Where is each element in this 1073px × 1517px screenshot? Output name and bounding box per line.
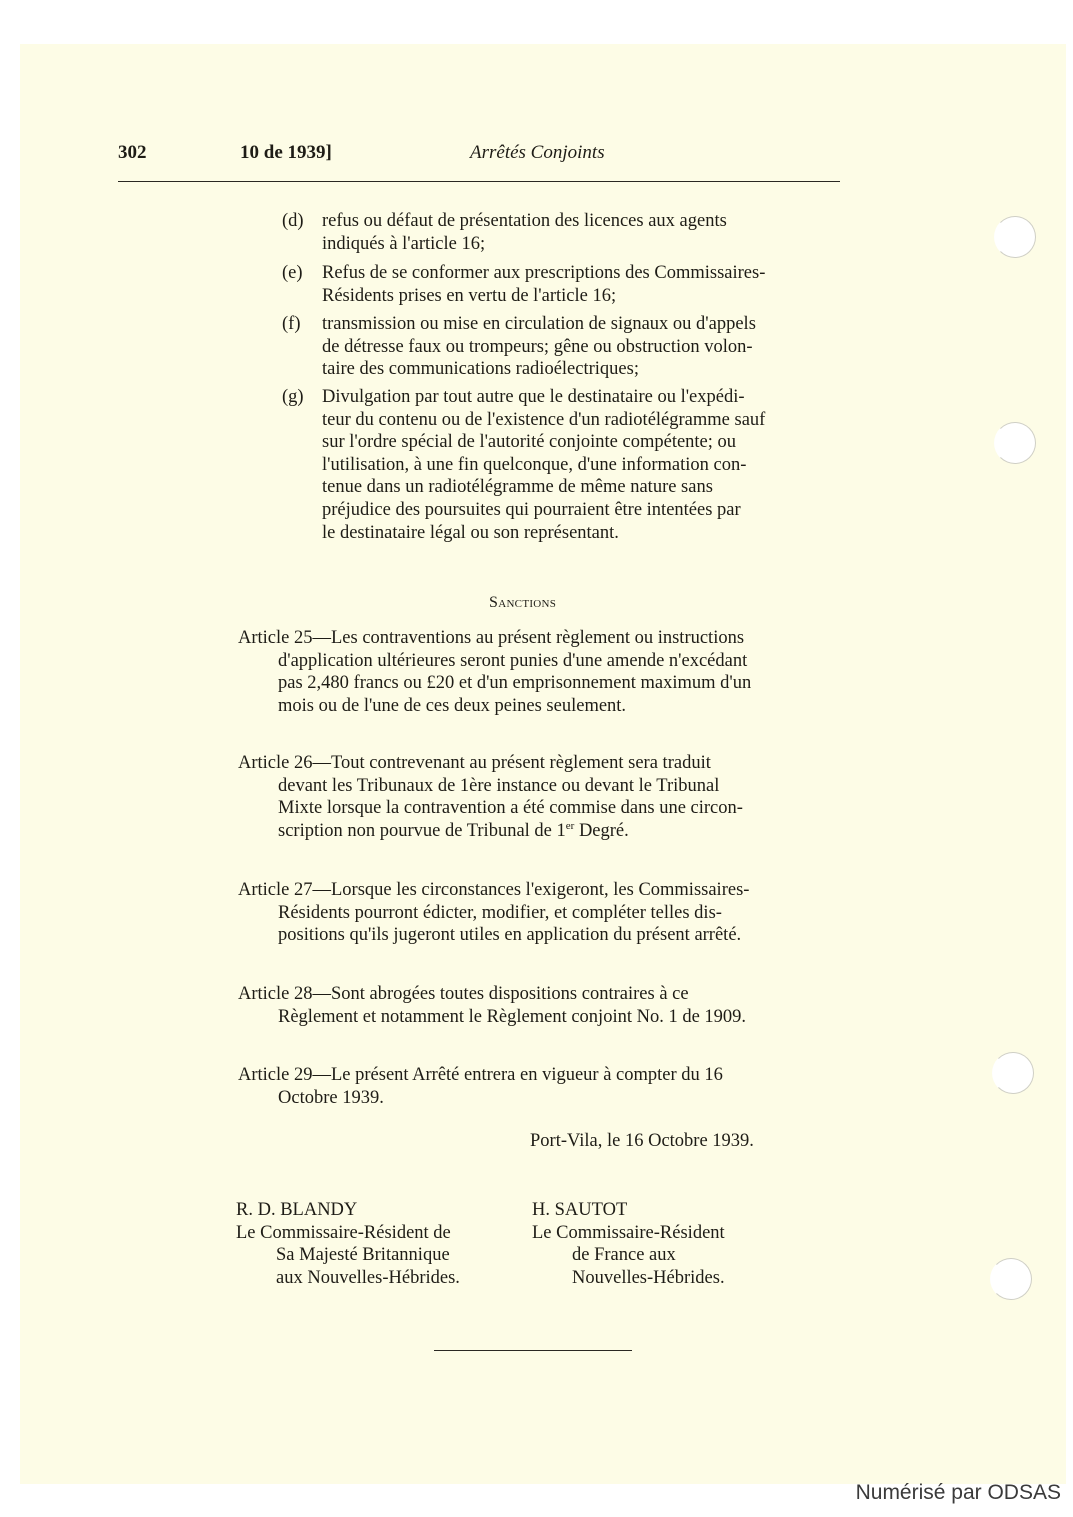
signatory-title: aux Nouvelles-Hébrides. [276,1267,460,1288]
punch-hole [994,216,1036,258]
item-line: Divulgation par tout autre que le destinataire ou l'expédi- [322,387,745,407]
item-line: teur du contenu ou de l'existence d'un radiotélégramme sauf [322,409,766,430]
place-date: Port-Vila, le 16 Octobre 1939. [530,1131,754,1151]
article-text: Degré. [574,820,629,841]
item-e [282,262,842,308]
item-label: (e) [282,263,303,283]
item-label: (d) [282,211,304,231]
item-line: taire des communications radioélectriques; [322,359,639,380]
article-line: d'application ultérieures seront punies d'une amende n'excédant [278,650,748,671]
article-25 [238,627,840,717]
article-line: positions qu'ils jugeront utiles en application du présent arrêté. [278,925,742,946]
closing-rule [434,1350,632,1351]
item-line: refus ou défaut de présentation des licences aux agents [322,211,727,231]
punch-hole [990,1258,1032,1300]
article-first-line: Article 26—Tout contrevenant au présent règlement sera traduit [238,753,711,773]
article-line: Octobre 1939. [278,1087,384,1108]
item-text [322,262,840,307]
article-line: Résidents pourront édicter, modifier, et compléter telles dis- [278,902,722,923]
article-line: devant les Tribunaux de 1ère instance ou devant le Tribunal [278,775,720,796]
article-first-line: Article 29—Le présent Arrêté entrera en vigueur à compter du 16 [238,1065,723,1085]
article-26 [238,752,840,842]
article-first-line: Article 27—Lorsque les circonstances l'exigeront, les Commissaires- [238,880,750,900]
digitization-credit: Numérisé par ODSAS [855,1481,1061,1504]
item-d [282,210,842,256]
article-text: scription non pourvue de Tribunal de 1 [278,820,566,841]
item-label: (f) [282,314,301,334]
item-line: indiqués à l'article 16; [322,233,486,254]
item-line: sur l'ordre spécial de l'autorité conjointe compétente; ou [322,432,737,453]
signatory-title: de France aux [572,1245,676,1266]
header-title: Arrêtés Conjoints [470,142,605,163]
item-g [282,386,842,546]
section-heading: Sanctions [489,594,557,611]
item-line: Refus de se conformer aux prescriptions des Commissaires- [322,263,766,283]
signatory-name: H. SAUTOT [532,1200,628,1220]
signatory-title: Le Commissaire-Résident de [236,1222,451,1243]
article-29 [238,1064,840,1109]
article-first-line: Article 28—Sont abrogées toutes dispositions contraires à ce [238,984,689,1004]
article-first-line: Article 25—Les contraventions au présent règlement ou instructions [238,628,745,648]
item-text [322,313,840,381]
item-line: transmission ou mise en circulation de signaux ou d'appels [322,314,756,334]
item-line: Résidents prises en vertu de l'article 16; [322,285,617,306]
article-line: Règlement et notamment le Règlement conjoint No. 1 de 1909. [278,1006,747,1027]
item-line: tenue dans un radiotélégramme de même nature sans [322,477,713,498]
page-number: 302 [118,142,147,163]
article-line [238,820,840,843]
header-date: 10 de 1939] [240,142,332,163]
item-text [322,210,840,255]
signatory-name: R. D. BLANDY [236,1200,358,1220]
item-line: l'utilisation, à une fin quelconque, d'une information con- [322,454,747,475]
item-label: (g) [282,387,304,407]
punch-hole [992,1052,1034,1094]
signatory-title: Nouvelles-Hébrides. [572,1267,725,1288]
item-text [322,386,840,544]
signatory-title: Sa Majesté Britannique [276,1245,450,1266]
signatory-left [236,1199,460,1289]
header-rule [118,181,840,182]
article-line: pas 2,480 francs ou £20 et d'un emprisonnement maximum d'un [278,673,752,694]
superscript: er [565,819,575,832]
article-28 [238,983,840,1028]
article-line: Mixte lorsque la contravention a été commise dans une circon- [278,798,743,819]
item-line: préjudice des poursuites qui pourraient être intentées par [322,499,741,520]
signatory-right [532,1199,725,1289]
article-27 [238,879,840,947]
signatory-title: Le Commissaire-Résident [532,1222,725,1243]
item-line: de détresse faux ou trompeurs; gêne ou obstruction volon- [322,336,753,357]
item-line: le destinataire légal ou son représentant. [322,522,619,543]
item-f [282,313,842,381]
punch-hole [994,422,1036,464]
article-line: mois ou de l'une de ces deux peines seulement. [278,695,627,716]
